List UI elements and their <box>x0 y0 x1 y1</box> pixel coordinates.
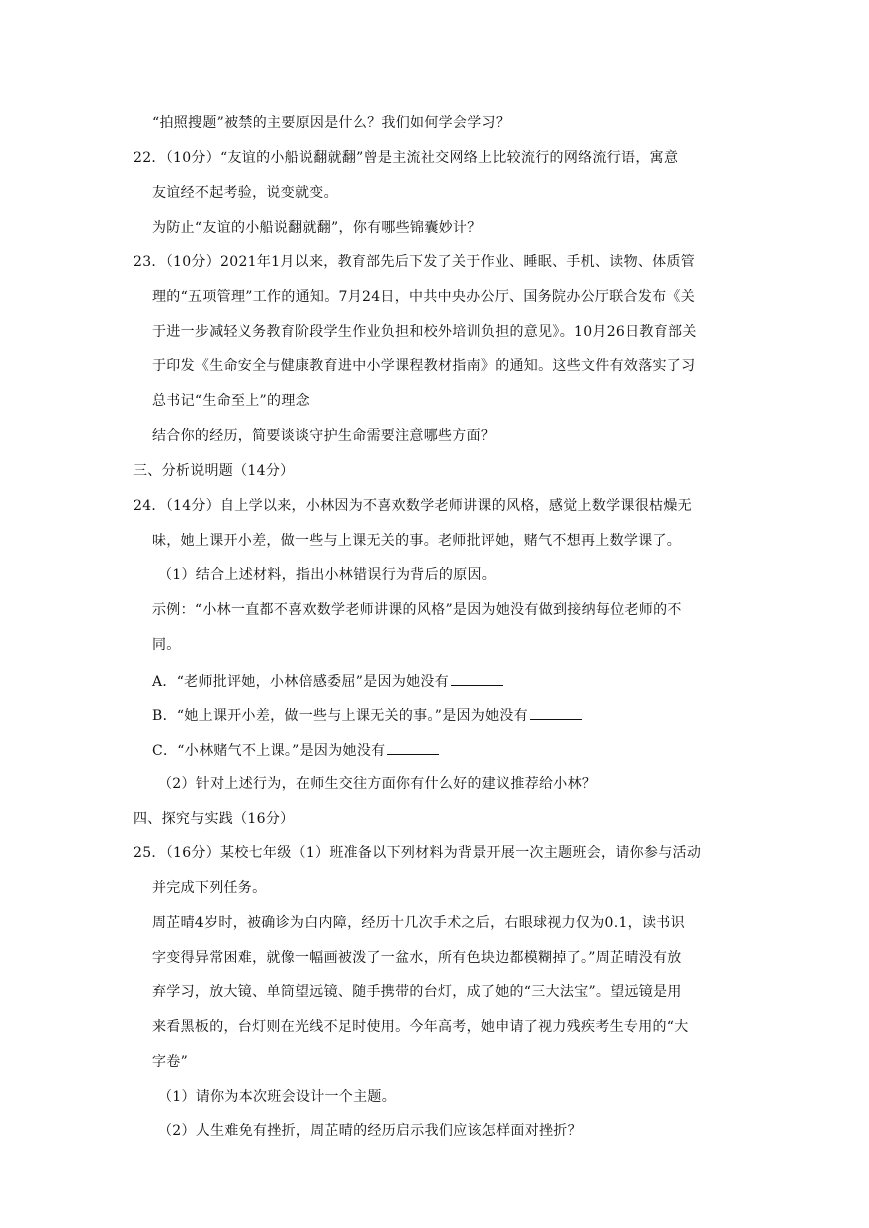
q23-stem-cont: 总书记“生命至上”的理念 <box>152 393 310 409</box>
q24-sub2: （2）针对上述行为，在师生交往方面你有什么好的建议推荐给小林？ <box>158 776 597 792</box>
q22-stem-cont: 友谊经不起考验，说变就变。 <box>152 185 338 201</box>
q24-example-cont: 同。 <box>152 637 181 653</box>
answer-blank[interactable] <box>451 670 503 686</box>
q25-sub1: （1）请你为本次班会设计一个主题。 <box>158 1089 397 1105</box>
q23-stem-cont: 于印发《生命安全与健康教育进中小学课程教材指南》的通知。这些文件有效落实了习 <box>152 358 696 374</box>
q25-material-cont: 字卷” <box>152 1054 189 1070</box>
section-heading-4: 四、探究与实践（16分） <box>133 811 295 827</box>
q24-option-a-text: A．“老师批评她，小林倍感委屈”是因为她没有 <box>152 674 450 690</box>
q23-stem: 23．（10分）2021年1月以来，教育部先后下发了关于作业、睡眠、手机、读物、体质管 <box>133 254 696 270</box>
q24-sub1: （1）结合上述材料，指出小林错误行为背后的原因。 <box>158 567 497 583</box>
q24-option-b-text: B．“她上课开小差，做一些与上课无关的事。”是因为她没有 <box>152 708 529 724</box>
section-heading-3: 三、分析说明题（14分） <box>133 463 295 479</box>
q24-option-c <box>152 739 439 761</box>
q25-stem-cont: 并完成下列任务。 <box>152 880 267 896</box>
q22-stem: 22．（10分）“友谊的小船说翻就翻”曾是主流社交网络上比较流行的网络流行语，寓意 <box>133 150 679 166</box>
q25-material-cont: 弃学习，放大镜、单筒望远镜、随手携带的台灯，成了她的“三大法宝”。望远镜是用 <box>152 984 682 1000</box>
q23-question: 结合你的经历，简要谈谈守护生命需要注意哪些方面？ <box>152 428 496 444</box>
q21-question-tail: “拍照搜题”被禁的主要原因是什么？我们如何学会学习？ <box>152 115 511 131</box>
q25-stem: 25．（16分）某校七年级（1）班准备以下列材料为背景开展一次主题班会，请你参与活动 <box>133 845 702 861</box>
q25-material-cont: 字变得异常困难，就像一幅画被泼了一盆水，所有色块边都模糊掉了。”周芷晴没有放 <box>152 950 682 966</box>
q24-stem-cont: 味，她上课开小差，做一些与上课无关的事。老师批评她，赌气不想再上数学课了。 <box>152 533 682 549</box>
answer-blank[interactable] <box>530 704 582 720</box>
q25-sub2: （2）人生难免有挫折，周芷晴的经历启示我们应该怎样面对挫折？ <box>158 1123 582 1139</box>
q25-material: 周芷晴4岁时，被确诊为白内障，经历十几次手术之后，右眼球视力仅为0.1，读书识 <box>152 915 685 931</box>
q23-stem-cont: 理的“五项管理”工作的通知。7月24日，中共中央办公厅、国务院办公厅联合发布《关 <box>152 289 696 305</box>
answer-blank[interactable] <box>387 739 439 755</box>
q25-material-cont: 来看黑板的，台灯则在光线不足时使用。今年高考，她申请了视力残疾考生专用的“大 <box>152 1019 689 1035</box>
q24-option-b <box>152 704 582 726</box>
q24-option-c-text: C．“小林赌气不上课。”是因为她没有 <box>152 743 386 759</box>
q24-example: 示例：“小林一直都不喜欢数学老师讲课的风格”是因为她没有做到接纳每位老师的不 <box>152 602 682 618</box>
q24-stem: 24．（14分）自上学以来，小林因为不喜欢数学老师讲课的风格，感觉上数学课很枯燥无 <box>133 498 692 514</box>
q23-stem-cont: 于进一步减轻义务教育阶段学生作业负担和校外培训负担的意见》。10月26日教育部关 <box>152 324 697 340</box>
q22-question: 为防止“友谊的小船说翻就翻”，你有哪些锦囊妙计？ <box>152 220 482 236</box>
q24-option-a <box>152 670 503 692</box>
